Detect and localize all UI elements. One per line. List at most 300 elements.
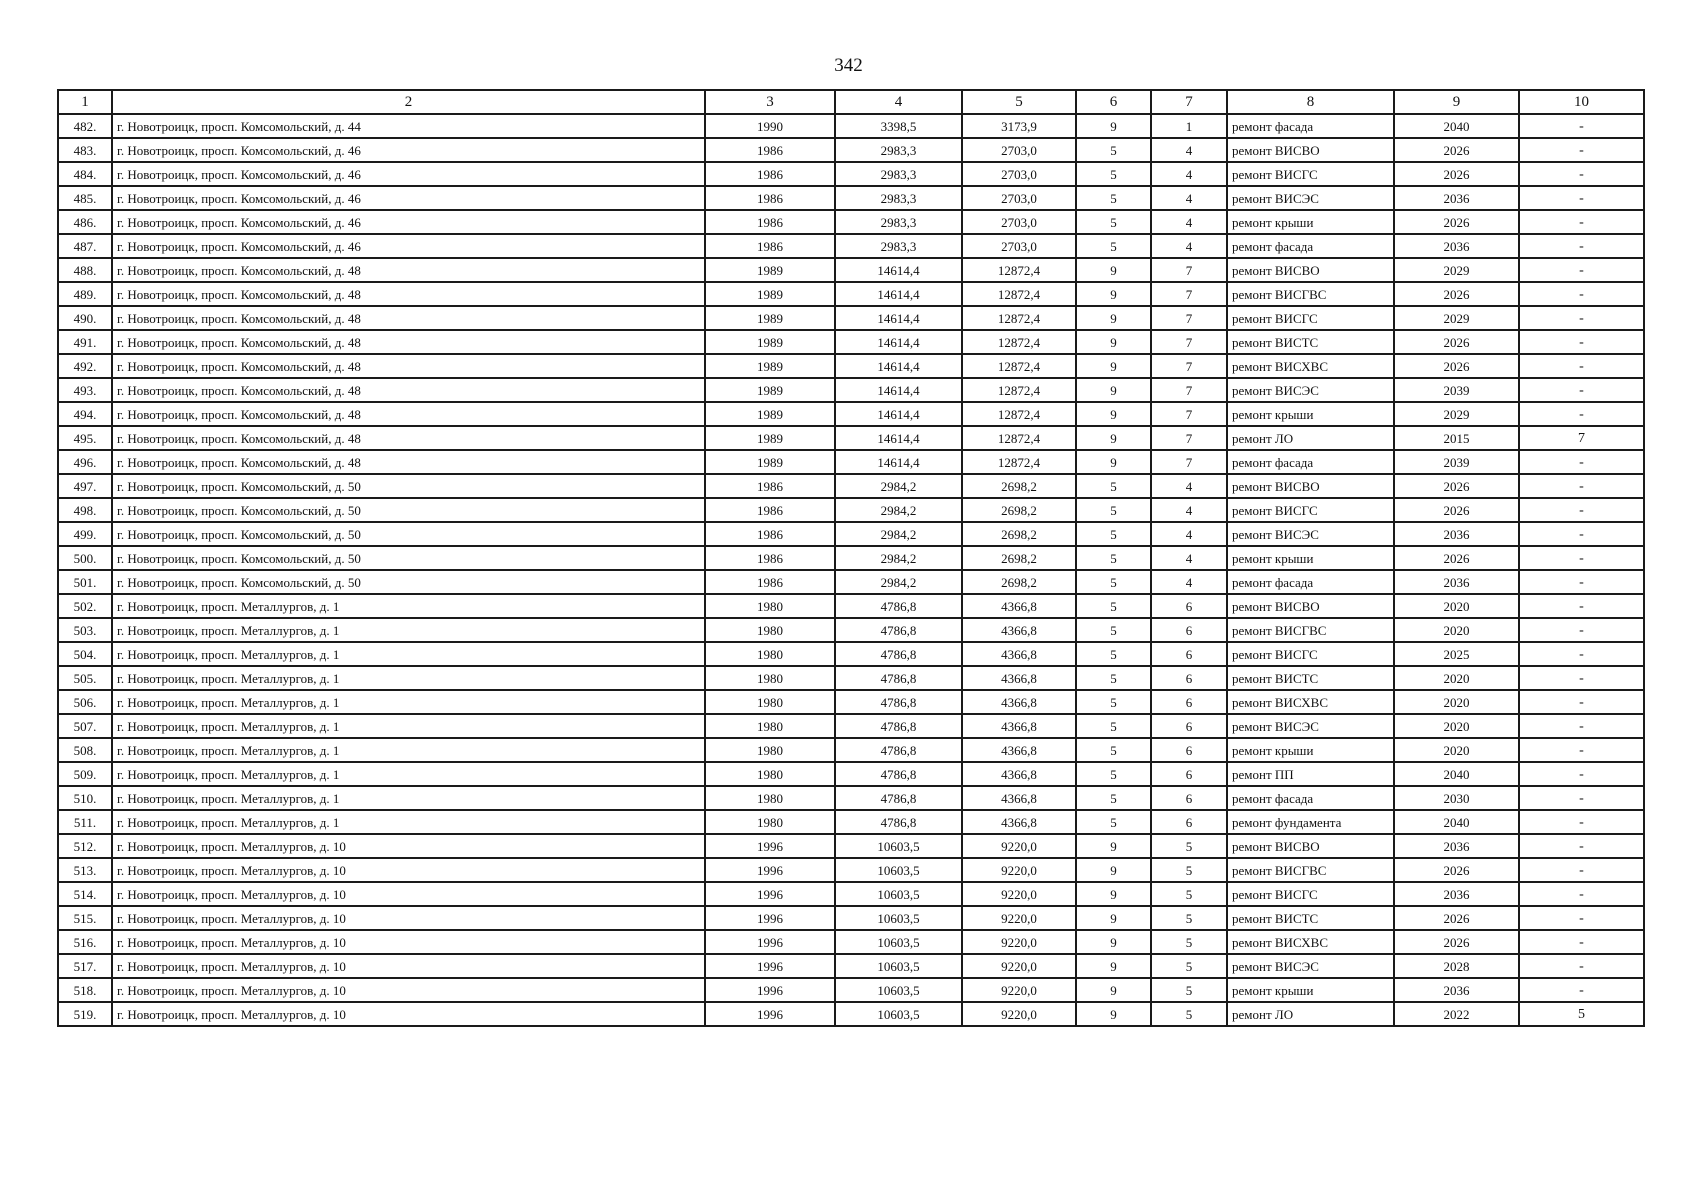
living-area-cell: 9220,0: [962, 1002, 1076, 1026]
column-10-value-cell: -: [1519, 882, 1644, 906]
total-area-cell: 4786,8: [835, 738, 962, 762]
floors-cell: 5: [1076, 186, 1151, 210]
column-10-value-cell: -: [1519, 474, 1644, 498]
work-type-cell: ремонт ВИСЭС: [1227, 954, 1394, 978]
column-10-value-cell: -: [1519, 954, 1644, 978]
floors-cell: 9: [1076, 114, 1151, 138]
living-area-cell: 2698,2: [962, 570, 1076, 594]
floors-cell: 5: [1076, 138, 1151, 162]
work-type-cell: ремонт ЛО: [1227, 1002, 1394, 1026]
column-10-value-cell: -: [1519, 498, 1644, 522]
year-built-cell: 1989: [705, 330, 835, 354]
entrances-cell: 1: [1151, 114, 1227, 138]
entrances-cell: 5: [1151, 858, 1227, 882]
planned-year-cell: 2026: [1394, 138, 1519, 162]
work-type-cell: ремонт крыши: [1227, 738, 1394, 762]
row-number-cell: 504.: [58, 642, 112, 666]
floors-cell: 9: [1076, 402, 1151, 426]
row-number-cell: 495.: [58, 426, 112, 450]
year-built-cell: 1986: [705, 162, 835, 186]
entrances-cell: 7: [1151, 354, 1227, 378]
table-row: [58, 114, 1644, 138]
entrances-cell: 4: [1151, 570, 1227, 594]
address-cell: г. Новотроицк, просп. Металлургов, д. 10: [112, 882, 705, 906]
address-cell: г. Новотроицк, просп. Комсомольский, д. 48: [112, 258, 705, 282]
year-built-cell: 1986: [705, 210, 835, 234]
total-area-cell: 2983,3: [835, 162, 962, 186]
address-cell: г. Новотроицк, просп. Комсомольский, д. 48: [112, 378, 705, 402]
year-built-cell: 1996: [705, 906, 835, 930]
planned-year-cell: 2040: [1394, 114, 1519, 138]
year-built-cell: 1989: [705, 426, 835, 450]
row-number-cell: 493.: [58, 378, 112, 402]
entrances-cell: 5: [1151, 906, 1227, 930]
table-row: [58, 1002, 1644, 1026]
planned-year-cell: 2026: [1394, 498, 1519, 522]
header-col-4: 4: [835, 90, 962, 114]
work-type-cell: ремонт ВИСВО: [1227, 138, 1394, 162]
total-area-cell: 10603,5: [835, 930, 962, 954]
year-built-cell: 1989: [705, 354, 835, 378]
total-area-cell: 14614,4: [835, 282, 962, 306]
living-area-cell: 9220,0: [962, 882, 1076, 906]
column-10-value-cell: -: [1519, 378, 1644, 402]
living-area-cell: 4366,8: [962, 738, 1076, 762]
entrances-cell: 6: [1151, 714, 1227, 738]
year-built-cell: 1980: [705, 594, 835, 618]
living-area-cell: 4366,8: [962, 666, 1076, 690]
entrances-cell: 7: [1151, 306, 1227, 330]
header-col-5: 5: [962, 90, 1076, 114]
total-area-cell: 4786,8: [835, 762, 962, 786]
planned-year-cell: 2036: [1394, 978, 1519, 1002]
entrances-cell: 7: [1151, 258, 1227, 282]
total-area-cell: 4786,8: [835, 810, 962, 834]
column-10-value-cell: -: [1519, 138, 1644, 162]
work-type-cell: ремонт ЛО: [1227, 426, 1394, 450]
year-built-cell: 1980: [705, 810, 835, 834]
work-type-cell: ремонт крыши: [1227, 978, 1394, 1002]
row-number-cell: 496.: [58, 450, 112, 474]
total-area-cell: 10603,5: [835, 906, 962, 930]
planned-year-cell: 2036: [1394, 522, 1519, 546]
entrances-cell: 4: [1151, 186, 1227, 210]
planned-year-cell: 2030: [1394, 786, 1519, 810]
floors-cell: 5: [1076, 594, 1151, 618]
year-built-cell: 1980: [705, 690, 835, 714]
floors-cell: 5: [1076, 498, 1151, 522]
work-type-cell: ремонт ВИСХВС: [1227, 690, 1394, 714]
column-10-value-cell: -: [1519, 834, 1644, 858]
planned-year-cell: 2036: [1394, 882, 1519, 906]
entrances-cell: 5: [1151, 834, 1227, 858]
total-area-cell: 4786,8: [835, 714, 962, 738]
planned-year-cell: 2022: [1394, 1002, 1519, 1026]
living-area-cell: 2698,2: [962, 522, 1076, 546]
table-row: [58, 858, 1644, 882]
address-cell: г. Новотроицк, просп. Комсомольский, д. 48: [112, 402, 705, 426]
column-10-value-cell: -: [1519, 906, 1644, 930]
address-cell: г. Новотроицк, просп. Комсомольский, д. 48: [112, 354, 705, 378]
table-row: [58, 138, 1644, 162]
work-type-cell: ремонт ВИСВО: [1227, 594, 1394, 618]
total-area-cell: 14614,4: [835, 450, 962, 474]
work-type-cell: ремонт ВИСТС: [1227, 666, 1394, 690]
table-row: [58, 906, 1644, 930]
floors-cell: 9: [1076, 258, 1151, 282]
header-col-2: 2: [112, 90, 705, 114]
entrances-cell: 6: [1151, 690, 1227, 714]
living-area-cell: 4366,8: [962, 762, 1076, 786]
total-area-cell: 14614,4: [835, 354, 962, 378]
planned-year-cell: 2020: [1394, 666, 1519, 690]
living-area-cell: 12872,4: [962, 378, 1076, 402]
floors-cell: 5: [1076, 162, 1151, 186]
planned-year-cell: 2020: [1394, 738, 1519, 762]
row-number-cell: 502.: [58, 594, 112, 618]
work-type-cell: ремонт ВИСГС: [1227, 882, 1394, 906]
year-built-cell: 1986: [705, 546, 835, 570]
planned-year-cell: 2039: [1394, 450, 1519, 474]
floors-cell: 5: [1076, 570, 1151, 594]
header-col-3: 3: [705, 90, 835, 114]
table-row: [58, 930, 1644, 954]
planned-year-cell: 2029: [1394, 258, 1519, 282]
work-type-cell: ремонт ВИСГС: [1227, 642, 1394, 666]
total-area-cell: 10603,5: [835, 858, 962, 882]
floors-cell: 9: [1076, 906, 1151, 930]
table-row: [58, 594, 1644, 618]
planned-year-cell: 2036: [1394, 186, 1519, 210]
planned-year-cell: 2026: [1394, 858, 1519, 882]
total-area-cell: 14614,4: [835, 402, 962, 426]
floors-cell: 9: [1076, 354, 1151, 378]
planned-year-cell: 2026: [1394, 906, 1519, 930]
row-number-cell: 505.: [58, 666, 112, 690]
total-area-cell: 2983,3: [835, 210, 962, 234]
address-cell: г. Новотроицк, просп. Комсомольский, д. 46: [112, 186, 705, 210]
floors-cell: 9: [1076, 450, 1151, 474]
address-cell: г. Новотроицк, просп. Металлургов, д. 1: [112, 618, 705, 642]
planned-year-cell: 2029: [1394, 306, 1519, 330]
entrances-cell: 5: [1151, 954, 1227, 978]
entrances-cell: 6: [1151, 810, 1227, 834]
header-col-8: 8: [1227, 90, 1394, 114]
year-built-cell: 1989: [705, 282, 835, 306]
address-cell: г. Новотроицк, просп. Металлургов, д. 10: [112, 1002, 705, 1026]
living-area-cell: 2703,0: [962, 186, 1076, 210]
table-row: [58, 210, 1644, 234]
column-10-value-cell: -: [1519, 690, 1644, 714]
column-10-value-cell: 5: [1519, 1002, 1644, 1026]
planned-year-cell: 2020: [1394, 594, 1519, 618]
total-area-cell: 10603,5: [835, 978, 962, 1002]
floors-cell: 9: [1076, 882, 1151, 906]
table-row: [58, 354, 1644, 378]
table-row: [58, 186, 1644, 210]
planned-year-cell: 2026: [1394, 474, 1519, 498]
planned-year-cell: 2020: [1394, 690, 1519, 714]
year-built-cell: 1996: [705, 1002, 835, 1026]
living-area-cell: 2703,0: [962, 210, 1076, 234]
year-built-cell: 1980: [705, 762, 835, 786]
floors-cell: 9: [1076, 978, 1151, 1002]
column-10-value-cell: -: [1519, 930, 1644, 954]
floors-cell: 5: [1076, 546, 1151, 570]
total-area-cell: 4786,8: [835, 786, 962, 810]
column-10-value-cell: -: [1519, 714, 1644, 738]
row-number-cell: 483.: [58, 138, 112, 162]
living-area-cell: 4366,8: [962, 594, 1076, 618]
address-cell: г. Новотроицк, просп. Комсомольский, д. 50: [112, 522, 705, 546]
living-area-cell: 4366,8: [962, 714, 1076, 738]
entrances-cell: 7: [1151, 378, 1227, 402]
planned-year-cell: 2026: [1394, 930, 1519, 954]
living-area-cell: 9220,0: [962, 978, 1076, 1002]
work-type-cell: ремонт ВИСВО: [1227, 474, 1394, 498]
living-area-cell: 4366,8: [962, 810, 1076, 834]
floors-cell: 5: [1076, 642, 1151, 666]
entrances-cell: 7: [1151, 450, 1227, 474]
year-built-cell: 1986: [705, 498, 835, 522]
column-10-value-cell: -: [1519, 162, 1644, 186]
row-number-cell: 503.: [58, 618, 112, 642]
address-cell: г. Новотроицк, просп. Комсомольский, д. 46: [112, 138, 705, 162]
address-cell: г. Новотроицк, просп. Металлургов, д. 1: [112, 666, 705, 690]
column-10-value-cell: -: [1519, 306, 1644, 330]
table-row: [58, 762, 1644, 786]
address-cell: г. Новотроицк, просп. Металлургов, д. 1: [112, 762, 705, 786]
header-col-6: 6: [1076, 90, 1151, 114]
year-built-cell: 1996: [705, 978, 835, 1002]
table-row: [58, 882, 1644, 906]
total-area-cell: 4786,8: [835, 642, 962, 666]
total-area-cell: 2983,3: [835, 186, 962, 210]
header-col-7: 7: [1151, 90, 1227, 114]
living-area-cell: 2703,0: [962, 162, 1076, 186]
entrances-cell: 4: [1151, 138, 1227, 162]
total-area-cell: 14614,4: [835, 378, 962, 402]
work-type-cell: ремонт фасада: [1227, 114, 1394, 138]
table-row: [58, 330, 1644, 354]
floors-cell: 5: [1076, 618, 1151, 642]
table-row: [58, 954, 1644, 978]
entrances-cell: 6: [1151, 786, 1227, 810]
row-number-cell: 490.: [58, 306, 112, 330]
year-built-cell: 1989: [705, 450, 835, 474]
total-area-cell: 10603,5: [835, 1002, 962, 1026]
floors-cell: 9: [1076, 930, 1151, 954]
work-type-cell: ремонт ВИСГВС: [1227, 858, 1394, 882]
living-area-cell: 2703,0: [962, 234, 1076, 258]
planned-year-cell: 2020: [1394, 618, 1519, 642]
table-row: [58, 258, 1644, 282]
address-cell: г. Новотроицк, просп. Комсомольский, д. 46: [112, 234, 705, 258]
table-row: [58, 834, 1644, 858]
table-row: [58, 810, 1644, 834]
total-area-cell: 2984,2: [835, 474, 962, 498]
row-number-cell: 485.: [58, 186, 112, 210]
planned-year-cell: 2026: [1394, 330, 1519, 354]
floors-cell: 5: [1076, 714, 1151, 738]
work-type-cell: ремонт ВИСГС: [1227, 162, 1394, 186]
year-built-cell: 1980: [705, 738, 835, 762]
work-type-cell: ремонт ВИСВО: [1227, 834, 1394, 858]
year-built-cell: 1986: [705, 474, 835, 498]
planned-year-cell: 2040: [1394, 762, 1519, 786]
floors-cell: 9: [1076, 834, 1151, 858]
row-number-cell: 498.: [58, 498, 112, 522]
total-area-cell: 10603,5: [835, 834, 962, 858]
header-col-9: 9: [1394, 90, 1519, 114]
entrances-cell: 7: [1151, 330, 1227, 354]
floors-cell: 5: [1076, 234, 1151, 258]
total-area-cell: 14614,4: [835, 306, 962, 330]
row-number-cell: 501.: [58, 570, 112, 594]
planned-year-cell: 2025: [1394, 642, 1519, 666]
row-number-cell: 519.: [58, 1002, 112, 1026]
work-type-cell: ремонт ВИСЭС: [1227, 186, 1394, 210]
year-built-cell: 1996: [705, 858, 835, 882]
work-type-cell: ремонт крыши: [1227, 546, 1394, 570]
year-built-cell: 1996: [705, 954, 835, 978]
address-cell: г. Новотроицк, просп. Металлургов, д. 1: [112, 786, 705, 810]
row-number-cell: 491.: [58, 330, 112, 354]
address-cell: г. Новотроицк, просп. Комсомольский, д. 50: [112, 546, 705, 570]
table-row: [58, 282, 1644, 306]
work-type-cell: ремонт ВИСТС: [1227, 330, 1394, 354]
address-cell: г. Новотроицк, просп. Комсомольский, д. 46: [112, 162, 705, 186]
total-area-cell: 10603,5: [835, 882, 962, 906]
living-area-cell: 9220,0: [962, 906, 1076, 930]
total-area-cell: 2984,2: [835, 570, 962, 594]
column-10-value-cell: -: [1519, 522, 1644, 546]
work-type-cell: ремонт ВИСГС: [1227, 498, 1394, 522]
page-number: 342: [834, 55, 863, 76]
table-row: [58, 690, 1644, 714]
column-10-value-cell: -: [1519, 570, 1644, 594]
column-10-value-cell: -: [1519, 666, 1644, 690]
address-cell: г. Новотроицк, просп. Комсомольский, д. 50: [112, 498, 705, 522]
living-area-cell: 4366,8: [962, 690, 1076, 714]
table-row: [58, 162, 1644, 186]
entrances-cell: 4: [1151, 162, 1227, 186]
address-cell: г. Новотроицк, просп. Металлургов, д. 10: [112, 834, 705, 858]
floors-cell: 5: [1076, 210, 1151, 234]
living-area-cell: 2703,0: [962, 138, 1076, 162]
total-area-cell: 2983,3: [835, 138, 962, 162]
total-area-cell: 10603,5: [835, 954, 962, 978]
work-type-cell: ремонт ВИСВО: [1227, 258, 1394, 282]
total-area-cell: 4786,8: [835, 618, 962, 642]
year-built-cell: 1996: [705, 882, 835, 906]
address-cell: г. Новотроицк, просп. Комсомольский, д. 48: [112, 282, 705, 306]
work-type-cell: ремонт фасада: [1227, 234, 1394, 258]
address-cell: г. Новотроицк, просп. Комсомольский, д. 50: [112, 474, 705, 498]
planned-year-cell: 2026: [1394, 282, 1519, 306]
repair-schedule-table: [57, 89, 1645, 1027]
living-area-cell: 9220,0: [962, 954, 1076, 978]
work-type-cell: ремонт фасада: [1227, 570, 1394, 594]
floors-cell: 5: [1076, 786, 1151, 810]
address-cell: г. Новотроицк, просп. Металлургов, д. 10: [112, 858, 705, 882]
table-row: [58, 546, 1644, 570]
work-type-cell: ремонт фасада: [1227, 450, 1394, 474]
planned-year-cell: 2015: [1394, 426, 1519, 450]
entrances-cell: 5: [1151, 882, 1227, 906]
row-number-cell: 509.: [58, 762, 112, 786]
table-row: [58, 618, 1644, 642]
floors-cell: 5: [1076, 690, 1151, 714]
row-number-cell: 482.: [58, 114, 112, 138]
year-built-cell: 1980: [705, 642, 835, 666]
entrances-cell: 6: [1151, 642, 1227, 666]
work-type-cell: ремонт ВИСГС: [1227, 306, 1394, 330]
column-10-value-cell: -: [1519, 738, 1644, 762]
living-area-cell: 12872,4: [962, 258, 1076, 282]
entrances-cell: 4: [1151, 210, 1227, 234]
column-10-value-cell: -: [1519, 978, 1644, 1002]
living-area-cell: 9220,0: [962, 858, 1076, 882]
year-built-cell: 1986: [705, 570, 835, 594]
header-row: [58, 90, 1644, 114]
year-built-cell: 1989: [705, 402, 835, 426]
table-row: [58, 498, 1644, 522]
address-cell: г. Новотроицк, просп. Металлургов, д. 1: [112, 642, 705, 666]
total-area-cell: 4786,8: [835, 594, 962, 618]
planned-year-cell: 2020: [1394, 714, 1519, 738]
entrances-cell: 6: [1151, 762, 1227, 786]
year-built-cell: 1980: [705, 618, 835, 642]
floors-cell: 9: [1076, 1002, 1151, 1026]
row-number-cell: 516.: [58, 930, 112, 954]
table-row: [58, 666, 1644, 690]
row-number-cell: 492.: [58, 354, 112, 378]
column-10-value-cell: 7: [1519, 426, 1644, 450]
work-type-cell: ремонт ВИСЭС: [1227, 522, 1394, 546]
year-built-cell: 1986: [705, 186, 835, 210]
address-cell: г. Новотроицк, просп. Металлургов, д. 1: [112, 594, 705, 618]
column-10-value-cell: -: [1519, 282, 1644, 306]
entrances-cell: 7: [1151, 282, 1227, 306]
row-number-cell: 484.: [58, 162, 112, 186]
address-cell: г. Новотроицк, просп. Комсомольский, д. 48: [112, 450, 705, 474]
work-type-cell: ремонт фасада: [1227, 786, 1394, 810]
year-built-cell: 1996: [705, 834, 835, 858]
table-row: [58, 378, 1644, 402]
work-type-cell: ремонт крыши: [1227, 402, 1394, 426]
living-area-cell: 12872,4: [962, 354, 1076, 378]
entrances-cell: 7: [1151, 402, 1227, 426]
address-cell: г. Новотроицк, просп. Металлургов, д. 10: [112, 930, 705, 954]
row-number-cell: 494.: [58, 402, 112, 426]
entrances-cell: 4: [1151, 234, 1227, 258]
work-type-cell: ремонт ВИСХВС: [1227, 930, 1394, 954]
entrances-cell: 4: [1151, 498, 1227, 522]
address-cell: г. Новотроицк, просп. Металлургов, д. 10: [112, 978, 705, 1002]
row-number-cell: 518.: [58, 978, 112, 1002]
column-10-value-cell: -: [1519, 186, 1644, 210]
column-10-value-cell: -: [1519, 354, 1644, 378]
work-type-cell: ремонт ПП: [1227, 762, 1394, 786]
planned-year-cell: 2039: [1394, 378, 1519, 402]
total-area-cell: 2984,2: [835, 546, 962, 570]
planned-year-cell: 2029: [1394, 402, 1519, 426]
address-cell: г. Новотроицк, просп. Комсомольский, д. 46: [112, 210, 705, 234]
column-10-value-cell: -: [1519, 210, 1644, 234]
living-area-cell: 3173,9: [962, 114, 1076, 138]
address-cell: г. Новотроицк, просп. Комсомольский, д. 44: [112, 114, 705, 138]
